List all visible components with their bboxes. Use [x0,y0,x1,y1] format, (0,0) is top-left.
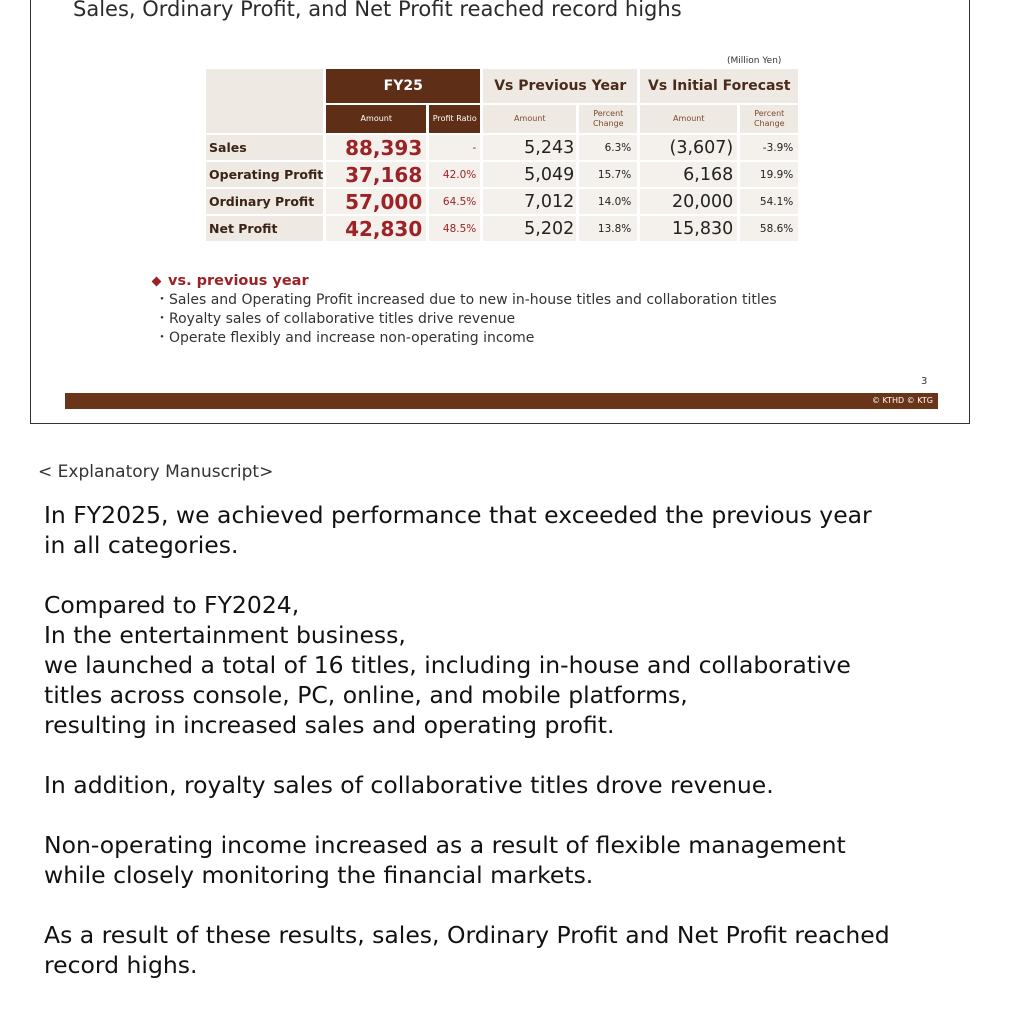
list-item [149,310,777,329]
manuscript-body [44,500,984,1010]
row-label: Net Profit [206,216,323,241]
subheader-forecast-percent-change: Percent Change [740,105,798,133]
fy-amount: 37,168 [326,162,426,187]
manuscript-line: As a result of these results, sales, Ordinary Profit and Net Profit reached [44,921,890,949]
profit-ratio: - [429,135,480,160]
page-number: 3 [921,376,928,387]
subheader-prev-percent-change: Percent Change [579,105,637,133]
vs-previous-year-section [149,273,777,348]
table-row [206,135,798,160]
manuscript-paragraph [44,590,984,740]
profit-ratio: 64.5% [429,189,480,214]
header-vs-initial-forecast: Vs Initial Forecast [640,69,798,103]
header-vs-previous-year: Vs Previous Year [483,69,637,103]
manuscript-paragraph [44,500,984,560]
manuscript-paragraph [44,830,984,890]
header-fy25: FY25 [326,69,480,103]
fy-amount: 42,830 [326,216,426,241]
forecast-percent-change: -3.9% [740,135,798,160]
manuscript-line: In the entertainment business, [44,621,406,649]
subheader-prev-amount: Amount [483,105,576,133]
prev-amount: 7,012 [483,189,576,214]
forecast-amount: 15,830 [640,216,737,241]
slide [30,0,970,424]
manuscript-line: Compared to FY2024, [44,591,300,619]
bullet-dot-icon: ・ [155,292,169,308]
prev-amount: 5,243 [483,135,576,160]
forecast-percent-change: 19.9% [740,162,798,187]
manuscript-line: titles across console, PC, online, and mobile platforms, [44,681,688,709]
forecast-percent-change: 54.1% [740,189,798,214]
fy-amount: 57,000 [326,189,426,214]
slide-title: Sales, Ordinary Profit, and Net Profit reached record highs [73,0,682,21]
bullet-text: Sales and Operating Profit increased due to new in-house titles and collaboration titles [169,292,777,308]
vs-previous-year-heading [149,273,777,289]
diamond-bullet-icon [152,276,162,286]
vs-heading-text: vs. previous year [168,273,309,289]
prev-percent-change: 15.7% [579,162,637,187]
manuscript-line: we launched a total of 16 titles, including in-house and collaborative [44,651,851,679]
prev-amount: 5,202 [483,216,576,241]
manuscript-line: Non-operating income increased as a result of flexible management [44,831,846,859]
results-table [203,67,801,243]
prev-percent-change: 14.0% [579,189,637,214]
prev-amount: 5,049 [483,162,576,187]
subheader-forecast-amount: Amount [640,105,737,133]
manuscript-paragraph [44,770,984,800]
forecast-amount: 6,168 [640,162,737,187]
table-header-row [206,69,798,103]
copyright-text: © KTHD © KTG [871,396,933,405]
prev-percent-change: 6.3% [579,135,637,160]
profit-ratio: 42.0% [429,162,480,187]
manuscript-line: In FY2025, we achieved performance that exceeded the previous year [44,501,872,529]
manuscript-paragraph [44,920,984,980]
table-row [206,216,798,241]
table-row [206,162,798,187]
subheader-fy-amount: Amount [326,105,426,133]
manuscript-label: < Explanatory Manuscript> [38,462,274,482]
list-item [149,291,777,310]
row-label: Ordinary Profit [206,189,323,214]
bullet-dot-icon: ・ [155,330,169,346]
header-blank [206,69,323,133]
prev-percent-change: 13.8% [579,216,637,241]
forecast-percent-change: 58.6% [740,216,798,241]
list-item [149,329,777,348]
manuscript-line: record highs. [44,951,198,979]
forecast-amount: (3,607) [640,135,737,160]
bullet-text: Royalty sales of collaborative titles drive revenue [169,311,516,327]
row-label: Operating Profit [206,162,323,187]
vs-previous-year-bullets [149,291,777,348]
footer-bar [65,393,938,409]
forecast-amount: 20,000 [640,189,737,214]
table-row [206,189,798,214]
manuscript-line: resulting in increased sales and operating profit. [44,711,615,739]
subheader-profit-ratio: Profit Ratio [429,105,480,133]
unit-note: (Million Yen) [727,56,782,66]
bullet-text: Operate flexibly and increase non-operating income [169,330,535,346]
profit-ratio: 48.5% [429,216,480,241]
manuscript-line: In addition, royalty sales of collaborative titles drove revenue. [44,771,774,799]
bullet-dot-icon: ・ [155,311,169,327]
fy-amount: 88,393 [326,135,426,160]
manuscript-line: in all categories. [44,531,239,559]
row-label: Sales [206,135,323,160]
manuscript-line: while closely monitoring the financial markets. [44,861,594,889]
